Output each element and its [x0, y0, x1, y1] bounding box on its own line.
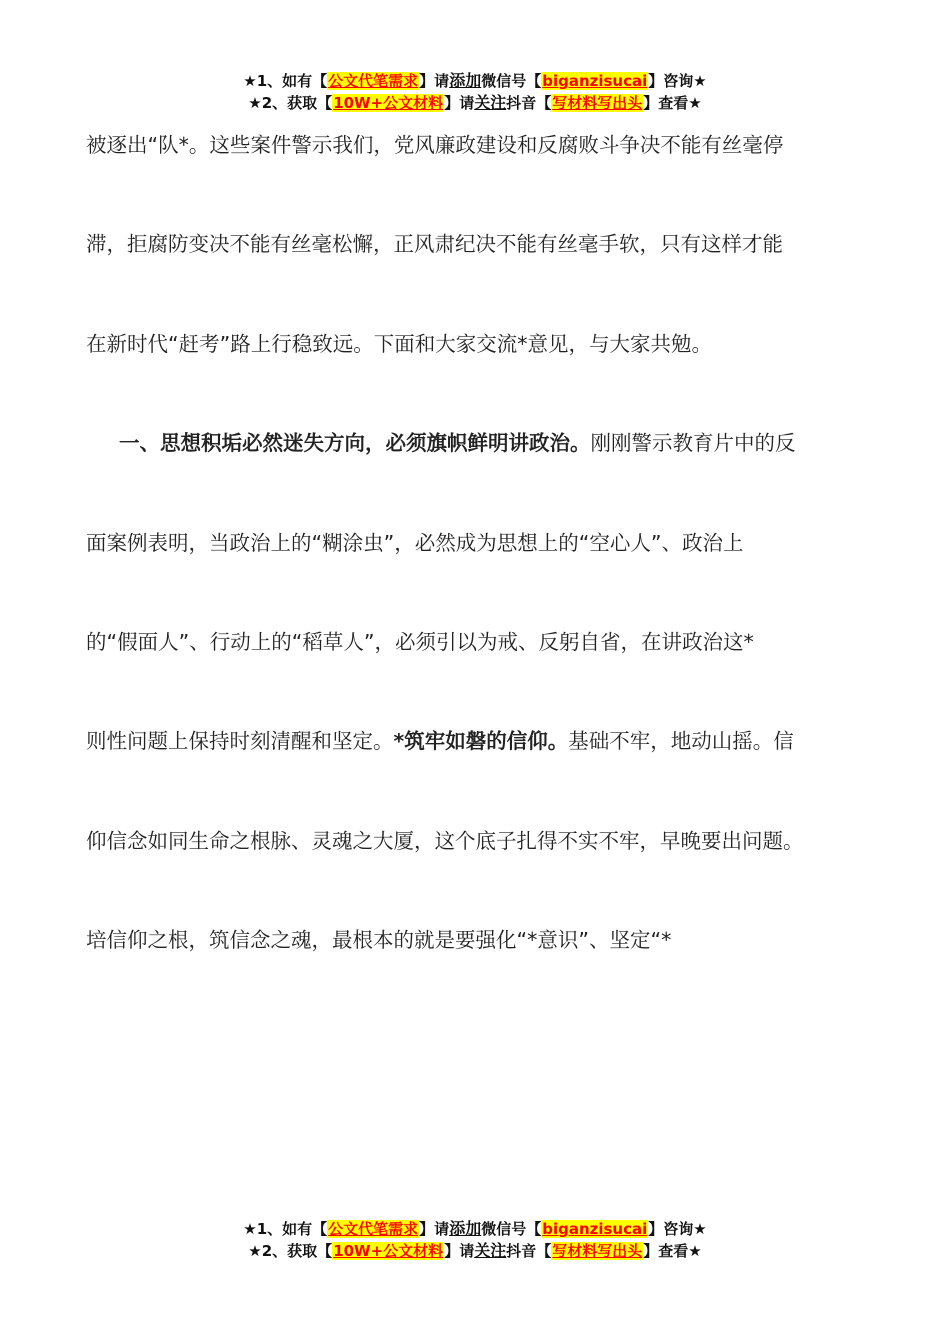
footer-banner	[0, 1218, 950, 1262]
footer-line-2-prefix: ★2、获取【	[248, 1242, 333, 1260]
body-line-4-rest: 刚刚警示教育片中的反	[590, 431, 796, 456]
body-line-7-rest: 基础不牢，地动山摇。信	[568, 729, 794, 754]
footer-line-1-text: 】请	[419, 1220, 450, 1238]
footer-materials-highlight: 10W+公文材料	[333, 1242, 444, 1260]
footer-wechat-id-highlight: biganzisucai	[542, 1220, 648, 1238]
footer-line-2	[0, 1240, 950, 1262]
header-line-2-text: 】请	[444, 94, 475, 112]
body-line-9: 培信仰之根，筑信念之魂，最根本的就是要强化“*意识”、坚定“*	[86, 928, 672, 953]
footer-ghostwriting-highlight: 公文代笔需求	[328, 1220, 419, 1238]
body-line-2: 滞，拒腐防变决不能有丝毫松懈，正风肃纪决不能有丝毫手软，只有这样才能	[86, 232, 783, 257]
header-line-1-prefix: ★1、如有【	[243, 72, 328, 90]
body-line-6: 的“假面人”、行动上的“稻草人”，必须引以为戒、反躬自省，在讲政治这*	[86, 629, 754, 654]
materials-highlight: 10W+公文材料	[333, 94, 444, 112]
body-line-4	[86, 426, 866, 525]
sub-heading-faith: *筑牢如磐的信仰。	[393, 729, 569, 754]
wechat-id-highlight: biganzisucai	[542, 72, 648, 90]
body-line-8: 仰信念如同生命之根脉、灵魂之大厦，这个底子扎得不实不牢，早晚要出问题。	[86, 828, 804, 853]
document-body	[86, 128, 866, 1023]
body-line-5: 面案例表明，当政治上的“糊涂虫”，必然成为思想上的“空心人”、政治上	[86, 530, 744, 555]
douyin-account-highlight: 写材料写出头	[552, 94, 643, 112]
footer-line-2-text-2: 抖音【	[506, 1242, 552, 1260]
header-line-1-text: 】请	[419, 72, 450, 90]
footer-line-2-underlined: 关注	[474, 1241, 507, 1260]
header-line-1-suffix: 】咨询★	[648, 72, 707, 90]
header-banner	[0, 70, 950, 114]
footer-line-2-text: 】请	[444, 1242, 475, 1260]
header-line-2-prefix: ★2、获取【	[248, 94, 333, 112]
ghostwriting-highlight: 公文代笔需求	[328, 72, 419, 90]
body-line-7-start: 则性问题上保持时刻清醒和坚定。	[86, 729, 394, 754]
footer-line-1-underlined: 添加	[449, 1219, 482, 1238]
footer-line-1-prefix: ★1、如有【	[243, 1220, 328, 1238]
header-line-2-underlined: 关注	[474, 93, 507, 112]
header-line-2	[0, 92, 950, 114]
footer-line-1-text-2: 微信号【	[481, 1220, 542, 1238]
header-line-2-suffix: 】查看★	[643, 94, 702, 112]
header-line-1-underlined: 添加	[449, 71, 482, 90]
body-line-3: 在新时代“赶考”路上行稳致远。下面和大家交流*意见，与大家共勉。	[86, 331, 712, 356]
footer-line-1-suffix: 】咨询★	[648, 1220, 707, 1238]
header-line-2-text-2: 抖音【	[506, 94, 552, 112]
footer-line-2-suffix: 】查看★	[643, 1242, 702, 1260]
footer-douyin-account-highlight: 写材料写出头	[552, 1242, 643, 1260]
body-line-1: 被逐出“队*。这些案件警示我们，党风廉政建设和反腐败斗争决不能有丝毫停	[86, 133, 784, 157]
footer-line-1	[0, 1218, 950, 1240]
header-line-1-text-2: 微信号【	[481, 72, 542, 90]
body-line-7	[86, 724, 866, 823]
section-heading-1: 一、思想积垢必然迷失方向，必须旗帜鲜明讲政治。	[119, 431, 591, 456]
header-line-1	[0, 70, 950, 92]
